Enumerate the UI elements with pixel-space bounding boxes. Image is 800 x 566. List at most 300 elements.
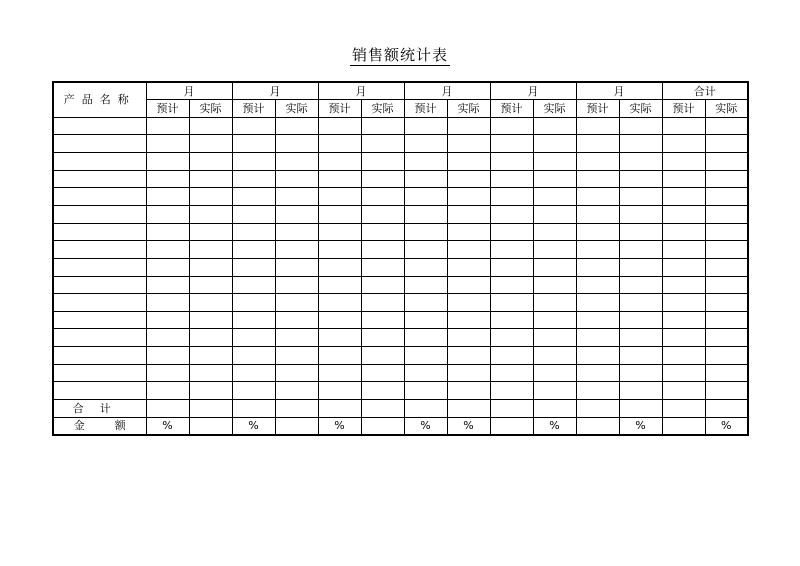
table-cell xyxy=(361,311,404,329)
table-cell xyxy=(189,258,232,276)
table-cell xyxy=(318,364,361,382)
table-cell xyxy=(576,117,619,135)
table-cell xyxy=(662,188,705,206)
table-cell xyxy=(189,223,232,241)
table-cell xyxy=(447,241,490,259)
month-header: 月 xyxy=(576,82,662,100)
table-cell xyxy=(619,329,662,347)
table-cell xyxy=(318,135,361,153)
table-cell xyxy=(146,188,189,206)
table-cell xyxy=(404,294,447,312)
table-cell xyxy=(705,170,748,188)
product-name-cell xyxy=(53,223,146,241)
table-cell xyxy=(275,294,318,312)
amount-cell: % xyxy=(619,417,662,435)
amount-row-label: 金 额 xyxy=(53,417,146,435)
table-cell xyxy=(662,117,705,135)
amount-cell: % xyxy=(232,417,275,435)
table-cell xyxy=(619,117,662,135)
table-cell xyxy=(619,170,662,188)
table-cell xyxy=(361,364,404,382)
table-cell xyxy=(189,153,232,171)
amount-cell: % xyxy=(146,417,189,435)
table-cell xyxy=(404,311,447,329)
table-cell xyxy=(619,188,662,206)
table-cell xyxy=(490,135,533,153)
header-row-months xyxy=(53,82,748,100)
table-cell xyxy=(146,153,189,171)
table-cell xyxy=(318,311,361,329)
table-cell xyxy=(576,382,619,400)
table-cell xyxy=(705,153,748,171)
table-cell xyxy=(619,223,662,241)
table-cell xyxy=(447,294,490,312)
table-cell xyxy=(576,276,619,294)
table-row xyxy=(53,382,748,400)
table-cell xyxy=(490,223,533,241)
table-cell xyxy=(275,311,318,329)
table-cell xyxy=(404,153,447,171)
table-cell xyxy=(619,294,662,312)
amount-row xyxy=(53,417,748,435)
table-cell xyxy=(705,276,748,294)
table-cell xyxy=(275,400,318,418)
table-cell xyxy=(490,170,533,188)
table-cell xyxy=(404,400,447,418)
table-cell xyxy=(619,153,662,171)
product-name-cell xyxy=(53,364,146,382)
table-cell xyxy=(146,170,189,188)
table-cell xyxy=(533,205,576,223)
table-cell xyxy=(576,400,619,418)
header-row-sub xyxy=(53,100,748,118)
table-cell xyxy=(576,364,619,382)
table-cell xyxy=(232,329,275,347)
table-cell xyxy=(619,400,662,418)
table-cell xyxy=(189,135,232,153)
actual-header: 实际 xyxy=(275,100,318,118)
sales-table xyxy=(52,81,749,436)
page-title: 销售额统计表 xyxy=(351,46,448,64)
table-cell xyxy=(146,382,189,400)
table-cell xyxy=(361,170,404,188)
table-cell xyxy=(318,347,361,365)
table-cell xyxy=(232,400,275,418)
table-cell xyxy=(533,153,576,171)
table-cell xyxy=(447,400,490,418)
table-cell xyxy=(705,223,748,241)
table-cell xyxy=(404,382,447,400)
amount-cell xyxy=(189,417,232,435)
table-cell xyxy=(361,347,404,365)
table-cell xyxy=(404,188,447,206)
table-cell xyxy=(619,258,662,276)
table-row xyxy=(53,205,748,223)
table-cell xyxy=(275,135,318,153)
table-cell xyxy=(232,294,275,312)
amount-cell: % xyxy=(533,417,576,435)
table-cell xyxy=(662,135,705,153)
table-cell xyxy=(662,400,705,418)
table-cell xyxy=(146,347,189,365)
table-cell xyxy=(361,276,404,294)
table-row xyxy=(53,117,748,135)
table-cell xyxy=(533,135,576,153)
table-cell xyxy=(447,347,490,365)
product-name-header: 产品名称 xyxy=(53,82,146,117)
table-row xyxy=(53,223,748,241)
table-cell xyxy=(705,400,748,418)
table-cell xyxy=(404,364,447,382)
product-name-cell xyxy=(53,382,146,400)
table-cell xyxy=(533,188,576,206)
table-cell xyxy=(404,347,447,365)
amount-cell xyxy=(490,417,533,435)
table-cell xyxy=(576,258,619,276)
table-cell xyxy=(232,311,275,329)
table-cell xyxy=(189,347,232,365)
table-cell xyxy=(533,364,576,382)
table-cell xyxy=(361,258,404,276)
table-row xyxy=(53,311,748,329)
table-cell xyxy=(318,329,361,347)
product-name-cell xyxy=(53,241,146,259)
table-cell xyxy=(533,294,576,312)
product-name-cell xyxy=(53,347,146,365)
table-row xyxy=(53,241,748,259)
table-cell xyxy=(576,188,619,206)
table-cell xyxy=(318,170,361,188)
table-cell xyxy=(490,258,533,276)
table-cell xyxy=(662,153,705,171)
table-cell xyxy=(490,382,533,400)
forecast-header: 预计 xyxy=(404,100,447,118)
amount-cell xyxy=(662,417,705,435)
table-cell xyxy=(662,170,705,188)
table-cell xyxy=(576,223,619,241)
table-cell xyxy=(404,205,447,223)
table-row xyxy=(53,276,748,294)
table-cell xyxy=(318,117,361,135)
table-cell xyxy=(189,364,232,382)
table-cell xyxy=(662,205,705,223)
amount-cell: % xyxy=(404,417,447,435)
table-cell xyxy=(275,223,318,241)
table-cell xyxy=(576,241,619,259)
table-row xyxy=(53,364,748,382)
table-cell xyxy=(275,241,318,259)
table-cell xyxy=(662,382,705,400)
total-row-label: 合计 xyxy=(53,400,146,418)
product-name-cell xyxy=(53,117,146,135)
table-cell xyxy=(490,188,533,206)
table-cell xyxy=(705,117,748,135)
table-cell xyxy=(232,170,275,188)
table-cell xyxy=(533,241,576,259)
month-header: 月 xyxy=(146,82,232,100)
table-cell xyxy=(189,276,232,294)
table-cell xyxy=(404,170,447,188)
product-name-cell xyxy=(53,188,146,206)
table-cell xyxy=(705,294,748,312)
table-cell xyxy=(189,329,232,347)
table-cell xyxy=(275,188,318,206)
table-cell xyxy=(146,400,189,418)
actual-header: 实际 xyxy=(189,100,232,118)
table-cell xyxy=(619,364,662,382)
product-name-cell xyxy=(53,170,146,188)
amount-cell xyxy=(275,417,318,435)
table-cell xyxy=(705,382,748,400)
table-cell xyxy=(232,241,275,259)
table-cell xyxy=(662,311,705,329)
total-row xyxy=(53,400,748,418)
table-row xyxy=(53,294,748,312)
table-row xyxy=(53,153,748,171)
product-name-cell xyxy=(53,329,146,347)
table-row xyxy=(53,170,748,188)
table-cell xyxy=(404,135,447,153)
table-cell xyxy=(705,188,748,206)
table-cell xyxy=(232,382,275,400)
table-cell xyxy=(232,135,275,153)
table-cell xyxy=(490,311,533,329)
table-cell xyxy=(361,153,404,171)
product-name-cell xyxy=(53,276,146,294)
forecast-header: 预计 xyxy=(662,100,705,118)
table-cell xyxy=(447,135,490,153)
table-cell xyxy=(404,223,447,241)
table-cell xyxy=(447,170,490,188)
table-cell xyxy=(232,223,275,241)
table-cell xyxy=(189,117,232,135)
actual-header: 实际 xyxy=(533,100,576,118)
table-cell xyxy=(576,311,619,329)
table-cell xyxy=(189,188,232,206)
table-cell xyxy=(705,311,748,329)
product-name-cell xyxy=(53,135,146,153)
table-cell xyxy=(662,276,705,294)
table-cell xyxy=(189,311,232,329)
table-cell xyxy=(146,223,189,241)
table-cell xyxy=(533,170,576,188)
table-cell xyxy=(490,347,533,365)
table-cell xyxy=(232,117,275,135)
table-cell xyxy=(232,276,275,294)
product-name-cell xyxy=(53,294,146,312)
table-cell xyxy=(318,205,361,223)
table-body xyxy=(53,117,748,399)
table-cell xyxy=(361,241,404,259)
table-cell xyxy=(361,188,404,206)
amount-cell: % xyxy=(705,417,748,435)
table-cell xyxy=(576,170,619,188)
table-cell xyxy=(232,258,275,276)
actual-header: 实际 xyxy=(705,100,748,118)
table-cell xyxy=(705,135,748,153)
table-cell xyxy=(146,311,189,329)
table-cell xyxy=(619,311,662,329)
table-cell xyxy=(275,364,318,382)
table-cell xyxy=(705,205,748,223)
table-cell xyxy=(576,347,619,365)
table-cell xyxy=(619,135,662,153)
table-cell xyxy=(361,382,404,400)
table-cell xyxy=(533,400,576,418)
table-cell xyxy=(447,153,490,171)
table-cell xyxy=(576,294,619,312)
table-cell xyxy=(189,294,232,312)
table-cell xyxy=(490,276,533,294)
table-cell xyxy=(361,223,404,241)
table-cell xyxy=(189,241,232,259)
table-cell xyxy=(146,276,189,294)
table-cell xyxy=(447,223,490,241)
table-cell xyxy=(275,258,318,276)
table-cell xyxy=(318,294,361,312)
table-cell xyxy=(146,364,189,382)
table-cell xyxy=(619,347,662,365)
actual-header: 实际 xyxy=(619,100,662,118)
table-cell xyxy=(275,170,318,188)
table-cell xyxy=(490,329,533,347)
table-cell xyxy=(490,400,533,418)
table-cell xyxy=(361,135,404,153)
table-cell xyxy=(146,135,189,153)
table-cell xyxy=(146,205,189,223)
table-cell xyxy=(447,188,490,206)
table-cell xyxy=(232,188,275,206)
table-cell xyxy=(146,258,189,276)
table-cell xyxy=(275,205,318,223)
table-cell xyxy=(447,329,490,347)
table-cell xyxy=(490,241,533,259)
table-cell xyxy=(447,117,490,135)
table-cell xyxy=(619,205,662,223)
table-cell xyxy=(533,311,576,329)
amount-cell: % xyxy=(318,417,361,435)
table-cell xyxy=(705,329,748,347)
table-cell xyxy=(533,258,576,276)
table-cell xyxy=(576,153,619,171)
table-row xyxy=(53,347,748,365)
table-cell xyxy=(490,364,533,382)
forecast-header: 预计 xyxy=(576,100,619,118)
total-header: 合计 xyxy=(662,82,748,100)
amount-cell xyxy=(361,417,404,435)
table-cell xyxy=(705,364,748,382)
forecast-header: 预计 xyxy=(490,100,533,118)
table-row xyxy=(53,135,748,153)
product-name-cell xyxy=(53,205,146,223)
month-header: 月 xyxy=(232,82,318,100)
table-cell xyxy=(662,329,705,347)
table-cell xyxy=(232,347,275,365)
forecast-header: 预计 xyxy=(232,100,275,118)
table-cell xyxy=(318,241,361,259)
table-cell xyxy=(662,258,705,276)
table-cell xyxy=(490,153,533,171)
table-cell xyxy=(189,400,232,418)
actual-header: 实际 xyxy=(447,100,490,118)
table-cell xyxy=(447,364,490,382)
table-cell xyxy=(146,294,189,312)
table-cell xyxy=(533,329,576,347)
table-cell xyxy=(361,400,404,418)
table-cell xyxy=(447,382,490,400)
table-cell xyxy=(662,347,705,365)
table-cell xyxy=(275,347,318,365)
table-cell xyxy=(447,205,490,223)
table-cell xyxy=(533,223,576,241)
table-cell xyxy=(275,153,318,171)
table-cell xyxy=(404,276,447,294)
table-cell xyxy=(705,258,748,276)
table-cell xyxy=(490,117,533,135)
product-name-cell xyxy=(53,258,146,276)
table-cell xyxy=(662,364,705,382)
table-cell xyxy=(662,223,705,241)
table-cell xyxy=(576,135,619,153)
table-cell xyxy=(146,117,189,135)
table-cell xyxy=(533,382,576,400)
amount-cell xyxy=(576,417,619,435)
table-cell xyxy=(318,276,361,294)
table-row xyxy=(53,329,748,347)
table-cell xyxy=(619,276,662,294)
table-cell xyxy=(447,276,490,294)
table-cell xyxy=(361,294,404,312)
table-cell xyxy=(189,382,232,400)
table-cell xyxy=(404,329,447,347)
forecast-header: 预计 xyxy=(146,100,189,118)
table-cell xyxy=(275,382,318,400)
table-cell xyxy=(576,205,619,223)
table-cell xyxy=(662,241,705,259)
table-cell xyxy=(490,205,533,223)
table-cell xyxy=(275,276,318,294)
forecast-header: 预计 xyxy=(318,100,361,118)
table-cell xyxy=(318,153,361,171)
table-cell xyxy=(361,205,404,223)
table-cell xyxy=(318,223,361,241)
table-cell xyxy=(619,382,662,400)
product-name-cell xyxy=(53,153,146,171)
table-cell xyxy=(447,258,490,276)
month-header: 月 xyxy=(404,82,490,100)
table-cell xyxy=(705,347,748,365)
table-cell xyxy=(232,205,275,223)
table-cell xyxy=(232,153,275,171)
table-cell xyxy=(705,241,748,259)
table-cell xyxy=(146,329,189,347)
amount-cell: % xyxy=(447,417,490,435)
table-cell xyxy=(146,241,189,259)
table-cell xyxy=(361,117,404,135)
table-cell xyxy=(361,329,404,347)
table-cell xyxy=(404,241,447,259)
table-cell xyxy=(533,276,576,294)
actual-header: 实际 xyxy=(361,100,404,118)
table-cell xyxy=(189,205,232,223)
table-cell xyxy=(318,382,361,400)
table-cell xyxy=(490,294,533,312)
table-cell xyxy=(533,117,576,135)
table-cell xyxy=(275,329,318,347)
table-cell xyxy=(404,117,447,135)
table-cell xyxy=(318,400,361,418)
table-cell xyxy=(232,364,275,382)
